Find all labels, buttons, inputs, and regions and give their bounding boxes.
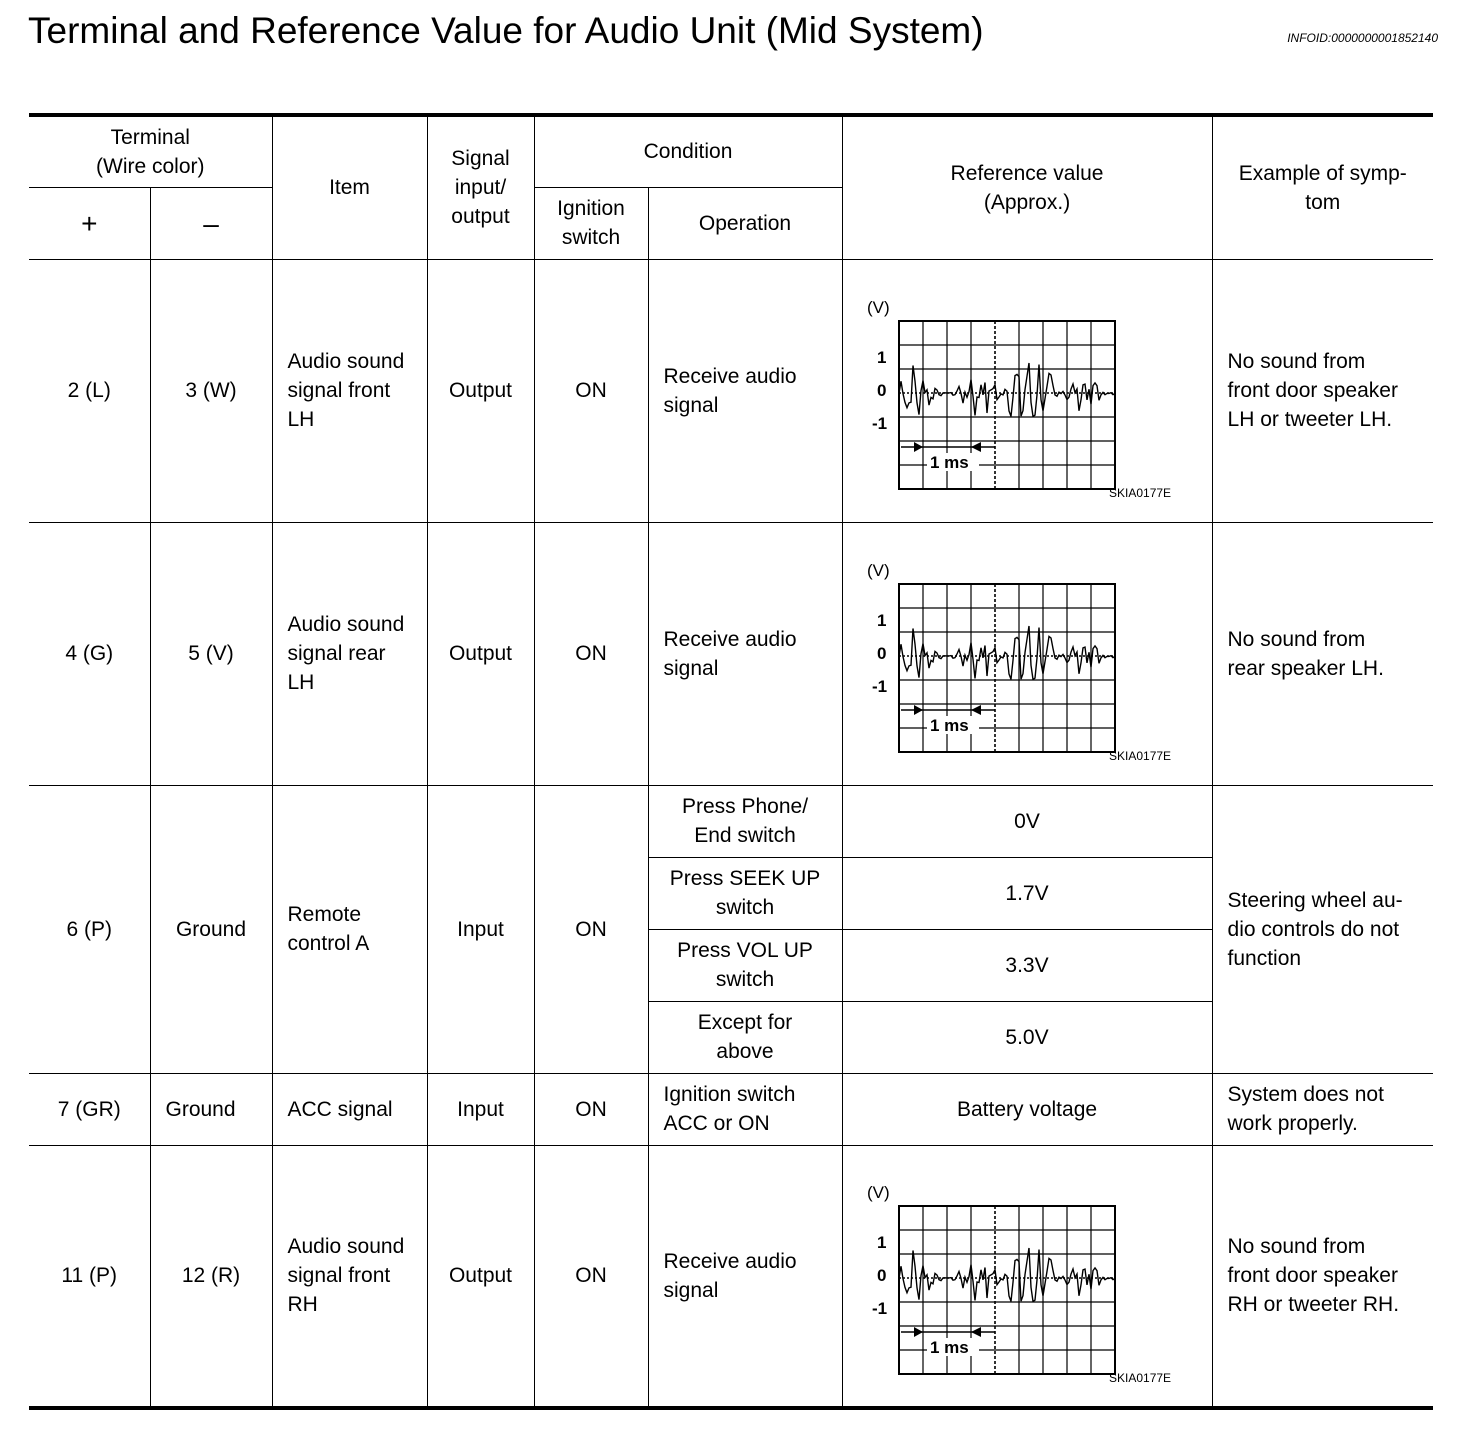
table-row bbox=[29, 1145, 1433, 1408]
time-arrow-right bbox=[971, 1327, 981, 1337]
table-row bbox=[29, 522, 1433, 785]
signal-cell: Output bbox=[427, 522, 534, 785]
table-row bbox=[29, 785, 1433, 857]
figure-id: SKIA0177E bbox=[1108, 1370, 1171, 1385]
waveform-trace bbox=[899, 626, 1115, 679]
audio-waveform-figure bbox=[859, 1166, 1189, 1386]
operation-cell: Press VOL UP switch bbox=[648, 929, 842, 1001]
item-cell: Audio sound signal rear LH bbox=[272, 522, 427, 785]
signal-cell: Output bbox=[427, 1145, 534, 1408]
header-terminal: Terminal (Wire color) bbox=[29, 115, 272, 187]
symptom-cell: No sound from front door speaker RH or tweeter RH. bbox=[1212, 1145, 1433, 1408]
reference-waveform-cell bbox=[842, 1145, 1212, 1408]
time-arrow-right bbox=[971, 705, 981, 715]
time-scale-label: 1 ms bbox=[929, 715, 969, 735]
operation-cell: Press SEEK UP switch bbox=[648, 857, 842, 929]
reference-value: 0V bbox=[842, 785, 1212, 857]
symptom-cell: System does not work properly. bbox=[1212, 1073, 1433, 1145]
reference-waveform-cell bbox=[842, 522, 1212, 785]
terminal-table bbox=[29, 113, 1433, 1410]
ignition-cell: ON bbox=[534, 785, 648, 1073]
signal-cell: Output bbox=[427, 259, 534, 522]
operation-cell: Receive audio signal bbox=[648, 259, 842, 522]
table-row bbox=[29, 259, 1433, 522]
terminal-plus: 7 (GR) bbox=[29, 1073, 150, 1145]
unit-label: (V) bbox=[866, 560, 890, 580]
y-tick-label: -1 bbox=[871, 1298, 887, 1318]
header-item: Item bbox=[272, 115, 427, 259]
operation-cell: Receive audio signal bbox=[648, 1145, 842, 1408]
symptom-cell: No sound from front door speaker LH or tweeter LH. bbox=[1212, 259, 1433, 522]
terminal-plus: 2 (L) bbox=[29, 259, 150, 522]
page-title: Terminal and Reference Value for Audio Unit (Mid System) bbox=[28, 10, 984, 51]
reference-value: Battery voltage bbox=[842, 1073, 1212, 1145]
terminal-minus: Ground bbox=[150, 785, 272, 1073]
terminal-plus: 6 (P) bbox=[29, 785, 150, 1073]
operation-cell: Ignition switch ACC or ON bbox=[648, 1073, 842, 1145]
symptom-cell: Steering wheel au- dio controls do not function bbox=[1212, 785, 1433, 1073]
operation-cell: Receive audio signal bbox=[648, 522, 842, 785]
operation-cell: Press Phone/ End switch bbox=[648, 785, 842, 857]
header-symptom: Example of symp- tom bbox=[1212, 115, 1433, 259]
reference-value: 3.3V bbox=[842, 929, 1212, 1001]
time-scale-label: 1 ms bbox=[929, 1337, 969, 1357]
reference-waveform-cell bbox=[842, 259, 1212, 522]
time-arrow-left bbox=[914, 1327, 923, 1337]
unit-label: (V) bbox=[866, 1182, 890, 1202]
terminal-minus: Ground bbox=[150, 1073, 272, 1145]
item-cell: Remote control A bbox=[272, 785, 427, 1073]
figure-id: SKIA0177E bbox=[1108, 748, 1171, 763]
y-tick-label: 0 bbox=[876, 643, 886, 663]
time-arrow-right bbox=[971, 442, 981, 452]
terminal-minus: 3 (W) bbox=[150, 259, 272, 522]
ignition-cell: ON bbox=[534, 522, 648, 785]
header-reference: Reference value (Approx.) bbox=[842, 115, 1212, 259]
time-arrow-left bbox=[914, 705, 923, 715]
waveform-trace bbox=[899, 1248, 1115, 1301]
header-condition: Condition bbox=[534, 115, 842, 187]
symptom-cell: No sound from rear speaker LH. bbox=[1212, 522, 1433, 785]
time-arrow-left bbox=[914, 442, 923, 452]
item-cell: Audio sound signal front RH bbox=[272, 1145, 427, 1408]
y-tick-label: -1 bbox=[871, 676, 887, 696]
figure-id: SKIA0177E bbox=[1108, 485, 1171, 500]
operation-cell: Except for above bbox=[648, 1001, 842, 1073]
item-cell: ACC signal bbox=[272, 1073, 427, 1145]
header-plus: + bbox=[29, 187, 150, 259]
reference-value: 1.7V bbox=[842, 857, 1212, 929]
audio-waveform-figure bbox=[859, 281, 1189, 501]
terminal-plus: 11 (P) bbox=[29, 1145, 150, 1408]
info-id: INFOID:0000000001852140 bbox=[1287, 31, 1438, 45]
y-tick-label: 1 bbox=[876, 347, 886, 367]
item-cell: Audio sound signal front LH bbox=[272, 259, 427, 522]
header-signal: Signal input/ output bbox=[427, 115, 534, 259]
ignition-cell: ON bbox=[534, 1145, 648, 1408]
time-scale-label: 1 ms bbox=[929, 452, 969, 472]
header-operation: Operation bbox=[648, 187, 842, 259]
header-minus: – bbox=[150, 187, 272, 259]
y-tick-label: 0 bbox=[876, 1265, 886, 1285]
signal-cell: Input bbox=[427, 785, 534, 1073]
waveform-trace bbox=[899, 363, 1115, 416]
ignition-cell: ON bbox=[534, 1073, 648, 1145]
terminal-minus: 5 (V) bbox=[150, 522, 272, 785]
y-tick-label: 0 bbox=[876, 380, 886, 400]
table-row bbox=[29, 1073, 1433, 1145]
ignition-cell: ON bbox=[534, 259, 648, 522]
terminal-plus: 4 (G) bbox=[29, 522, 150, 785]
y-tick-label: -1 bbox=[871, 413, 887, 433]
unit-label: (V) bbox=[866, 297, 890, 317]
y-tick-label: 1 bbox=[876, 1232, 886, 1252]
terminal-minus: 12 (R) bbox=[150, 1145, 272, 1408]
reference-value: 5.0V bbox=[842, 1001, 1212, 1073]
y-tick-label: 1 bbox=[876, 610, 886, 630]
header-ignition: Ignition switch bbox=[534, 187, 648, 259]
signal-cell: Input bbox=[427, 1073, 534, 1145]
audio-waveform-figure bbox=[859, 544, 1189, 764]
